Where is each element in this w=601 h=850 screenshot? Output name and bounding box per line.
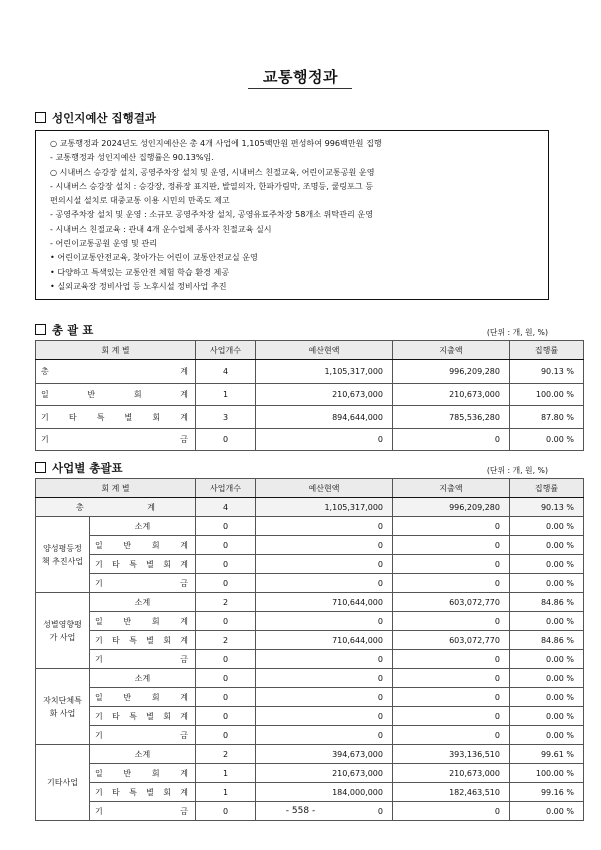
- table-row: [36, 360, 584, 384]
- spent-amount: 0: [393, 669, 510, 688]
- col-header: 예산현액: [256, 341, 393, 360]
- account-label: 기 금: [90, 574, 196, 593]
- summary-line: 편의시설 설치로 대중교통 이용 시민의 만족도 제고: [50, 195, 230, 206]
- account-label: 총 계: [36, 360, 196, 384]
- project-count: 0: [196, 536, 256, 555]
- budget-amount: 210,673,000: [256, 764, 393, 783]
- section-heading-by-project: [35, 460, 123, 476]
- spent-amount: 0: [393, 612, 510, 631]
- project-count: 4: [196, 498, 256, 517]
- project-table: [35, 478, 584, 821]
- account-label: 소계: [90, 669, 196, 688]
- table-row: [36, 783, 584, 802]
- subtotal-row: [36, 517, 584, 536]
- spent-amount: 0: [393, 555, 510, 574]
- project-count: 0: [196, 650, 256, 669]
- project-group-label: 기타사업: [36, 745, 90, 821]
- budget-amount: 394,673,000: [256, 745, 393, 764]
- execution-rate: 99.16 %: [510, 783, 584, 802]
- budget-amount: 210,673,000: [256, 384, 393, 406]
- col-header: 지출액: [393, 341, 510, 360]
- overview-table: [35, 340, 584, 451]
- spent-amount: 996,209,280: [393, 360, 510, 384]
- project-count: 2: [196, 631, 256, 650]
- account-label: 소계: [90, 517, 196, 536]
- table-row: [36, 726, 584, 745]
- project-count: 1: [196, 783, 256, 802]
- table-row: [36, 555, 584, 574]
- spent-amount: 0: [393, 650, 510, 669]
- page-title: 교통행정과: [263, 68, 338, 86]
- spent-amount: 603,072,770: [393, 631, 510, 650]
- budget-amount: 1,105,317,000: [256, 498, 393, 517]
- table-row: [36, 688, 584, 707]
- project-group-label: 자치단체특화 사업: [36, 669, 90, 745]
- project-count: 0: [196, 555, 256, 574]
- execution-rate: 0.00 %: [510, 688, 584, 707]
- project-count: 1: [196, 384, 256, 406]
- table-row: [36, 384, 584, 406]
- execution-rate: 90.13 %: [510, 360, 584, 384]
- account-label: 일 반 회 계: [90, 612, 196, 631]
- section-title: 성인지예산 집행결과: [52, 111, 156, 125]
- budget-amount: 0: [256, 555, 393, 574]
- project-count: 0: [196, 688, 256, 707]
- project-count: 1: [196, 764, 256, 783]
- spent-amount: 603,072,770: [393, 593, 510, 612]
- account-label: 기 타 특 별 회 계: [90, 783, 196, 802]
- table-row: [36, 429, 584, 451]
- execution-rate: 0.00 %: [510, 802, 584, 821]
- project-count: 0: [196, 707, 256, 726]
- account-label: 소계: [90, 593, 196, 612]
- section-heading-budget-result: [35, 110, 156, 126]
- spent-amount: 393,136,510: [393, 745, 510, 764]
- subtotal-row: [36, 745, 584, 764]
- col-header: 사업개수: [196, 341, 256, 360]
- account-label: 기 타 특 별 회 계: [90, 707, 196, 726]
- project-group-label: 성별영향평가 사업: [36, 593, 90, 669]
- account-label: 일 반 회 계: [90, 764, 196, 783]
- square-bullet-icon: [35, 462, 46, 473]
- execution-rate: 84.86 %: [510, 593, 584, 612]
- execution-rate: 100.00 %: [510, 764, 584, 783]
- col-header: 예산현액: [256, 479, 393, 498]
- table-row: [36, 536, 584, 555]
- budget-amount: 710,644,000: [256, 631, 393, 650]
- budget-amount: 0: [256, 669, 393, 688]
- table-row: [36, 612, 584, 631]
- execution-rate: 99.61 %: [510, 745, 584, 764]
- summary-line: - 공영주차장 설치 및 운영 : 소규모 공영주차장 설치, 공영유료주차장 58개소 위탁관리 운영: [50, 209, 374, 220]
- execution-rate: 84.86 %: [510, 631, 584, 650]
- table-row: [36, 707, 584, 726]
- square-bullet-icon: [35, 324, 46, 335]
- execution-rate: 87.80 %: [510, 406, 584, 429]
- spent-amount: 0: [393, 707, 510, 726]
- execution-rate: 90.13 %: [510, 498, 584, 517]
- summary-line: ○ 시내버스 승강장 설치, 공영주차장 설치 및 운영, 시내버스 친절교육, 어린이교통공원 운영: [50, 166, 375, 177]
- execution-rate: 0.00 %: [510, 555, 584, 574]
- spent-amount: 0: [393, 688, 510, 707]
- summary-line: • 어린이교통안전교육, 찾아가는 어린이 교통안전교실 운영: [50, 252, 258, 263]
- spent-amount: 0: [393, 574, 510, 593]
- project-count: 3: [196, 406, 256, 429]
- spent-amount: 0: [393, 726, 510, 745]
- section-title: 총 괄 표: [52, 323, 94, 337]
- execution-rate: 0.00 %: [510, 650, 584, 669]
- summary-line: • 실외교육장 정비사업 등 노후시설 정비사업 추진: [50, 280, 227, 291]
- budget-amount: 894,644,000: [256, 406, 393, 429]
- budget-amount: 0: [256, 688, 393, 707]
- budget-amount: 0: [256, 707, 393, 726]
- budget-amount: 710,644,000: [256, 593, 393, 612]
- execution-rate: 0.00 %: [510, 726, 584, 745]
- page-number: - 558 -: [285, 806, 316, 816]
- table-row: [36, 650, 584, 669]
- project-group-label: 양성평등정책 추진사업: [36, 517, 90, 593]
- project-count: 0: [196, 669, 256, 688]
- project-count: 2: [196, 745, 256, 764]
- summary-line: - 시내버스 승강장 설치 : 승강장, 정류장 표지판, 발열의자, 한파가림막, 조명등, 쿨링포그 등: [50, 180, 374, 191]
- unit-label: (단위 : 개, 원, %): [486, 328, 548, 337]
- spent-amount: 0: [393, 429, 510, 451]
- budget-amount: 0: [256, 802, 393, 821]
- project-count: 0: [196, 802, 256, 821]
- spent-amount: 0: [393, 536, 510, 555]
- execution-rate: 0.00 %: [510, 429, 584, 451]
- execution-rate: 0.00 %: [510, 536, 584, 555]
- execution-rate: 0.00 %: [510, 707, 584, 726]
- col-header: 지출액: [393, 479, 510, 498]
- budget-amount: 184,000,000: [256, 783, 393, 802]
- account-label: 일 반 회 계: [36, 384, 196, 406]
- spent-amount: 210,673,000: [393, 764, 510, 783]
- execution-rate: 0.00 %: [510, 669, 584, 688]
- account-label: 일 반 회 계: [90, 688, 196, 707]
- spent-amount: 0: [393, 802, 510, 821]
- execution-rate: 0.00 %: [510, 612, 584, 631]
- execution-rate: 0.00 %: [510, 574, 584, 593]
- table-row: [36, 574, 584, 593]
- project-count: 0: [196, 574, 256, 593]
- table-row: [36, 764, 584, 783]
- budget-amount: 0: [256, 650, 393, 669]
- col-header: 집행률: [510, 341, 584, 360]
- account-label: 기 타 특 별 회 계: [90, 555, 196, 574]
- summary-line: - 어린이교통공원 운영 및 관리: [50, 238, 158, 249]
- subtotal-row: [36, 669, 584, 688]
- spent-amount: 182,463,510: [393, 783, 510, 802]
- table-row: [36, 631, 584, 650]
- subtotal-row: [36, 593, 584, 612]
- col-header: 회 계 별: [36, 341, 196, 360]
- account-label: 기 금: [90, 726, 196, 745]
- account-label: 기 타 특 별 회 계: [90, 631, 196, 650]
- spent-amount: 0: [393, 517, 510, 536]
- account-label: 일 반 회 계: [90, 536, 196, 555]
- summary-line: ○ 교통행정과 2024년도 성인지예산은 총 4개 사업에 1,105백만원 편성하여 996백만원 집행: [50, 138, 382, 148]
- budget-amount: 0: [256, 429, 393, 451]
- account-label: 기 금: [90, 802, 196, 821]
- budget-amount: 1,105,317,000: [256, 360, 393, 384]
- account-label: 소계: [90, 745, 196, 764]
- budget-amount: 0: [256, 574, 393, 593]
- summary-box: [35, 130, 549, 300]
- project-count: 0: [196, 517, 256, 536]
- budget-amount: 0: [256, 536, 393, 555]
- summary-line: • 다양하고 특색있는 교통안전 체험 학습 환경 제공: [50, 266, 230, 277]
- title-underline: [248, 88, 352, 89]
- project-count: 0: [196, 726, 256, 745]
- account-label: 총 계: [36, 498, 196, 517]
- col-header: 집행률: [510, 479, 584, 498]
- col-header: 사업개수: [196, 479, 256, 498]
- section-title: 사업별 총괄표: [52, 461, 123, 475]
- spent-amount: 210,673,000: [393, 384, 510, 406]
- account-label: 기 타 특 별 회 계: [36, 406, 196, 429]
- budget-amount: 0: [256, 517, 393, 536]
- budget-amount: 0: [256, 612, 393, 631]
- account-label: 기 금: [90, 650, 196, 669]
- project-count: 2: [196, 593, 256, 612]
- spent-amount: 996,209,280: [393, 498, 510, 517]
- execution-rate: 100.00 %: [510, 384, 584, 406]
- budget-amount: 0: [256, 726, 393, 745]
- account-label: 기 금: [36, 429, 196, 451]
- table-row: [36, 406, 584, 429]
- project-count: 4: [196, 360, 256, 384]
- execution-rate: 0.00 %: [510, 517, 584, 536]
- section-heading-overview: [35, 322, 93, 338]
- summary-line: - 시내버스 친절교육 : 관내 4개 운수업체 종사자 친절교육 실시: [50, 223, 272, 234]
- project-count: 0: [196, 612, 256, 631]
- spent-amount: 785,536,280: [393, 406, 510, 429]
- square-bullet-icon: [35, 112, 46, 123]
- unit-label: (단위 : 개, 원, %): [486, 466, 548, 475]
- project-count: 0: [196, 429, 256, 451]
- col-header: 회 계 별: [36, 479, 196, 498]
- summary-line: - 교통행정과 성인지예산 집행률은 90.13%임.: [50, 152, 214, 163]
- total-row: [36, 498, 584, 517]
